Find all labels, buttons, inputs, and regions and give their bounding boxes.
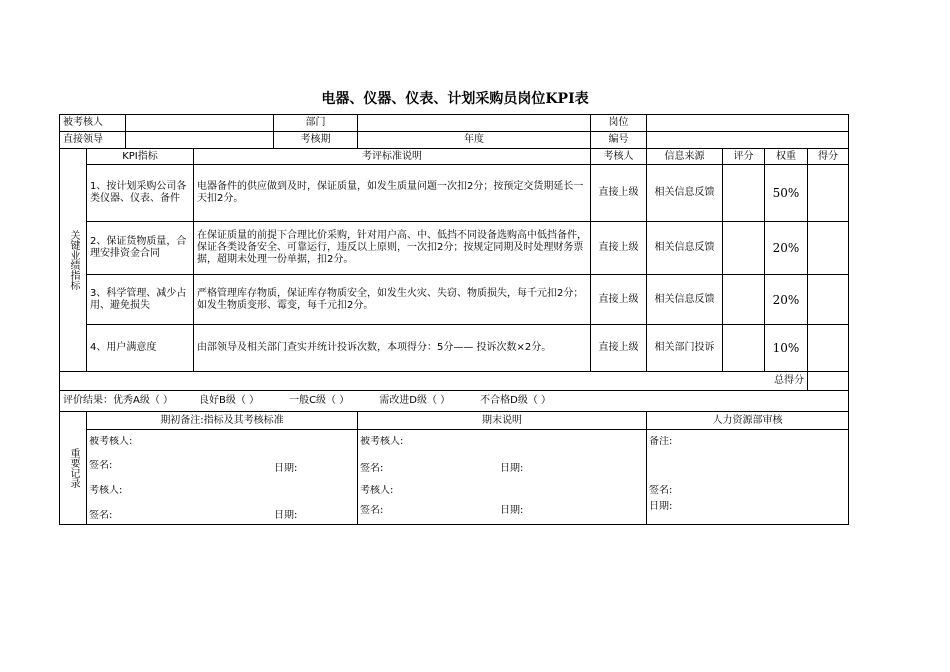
header-source: 信息来源 <box>647 149 723 165</box>
kpi-points-4[interactable] <box>808 325 848 372</box>
number-label: 编号 <box>591 132 647 149</box>
position-value[interactable] <box>647 115 848 132</box>
col2-date-label-2: 日期: <box>500 505 524 516</box>
kpi-assessor-3: 直接上级 <box>591 275 647 325</box>
col3-remark-label: 备注: <box>649 436 673 447</box>
col2-examinee-label: 被考核人: <box>360 436 404 447</box>
kpi-assessor-4: 直接上级 <box>591 325 647 372</box>
kpi-score-1[interactable] <box>723 165 765 222</box>
kpi-criteria-4: 由部领导及相关部门查实并统计投诉次数，本项得分：5分—— 投诉次数×2分。 <box>194 325 591 372</box>
records-col3-body <box>647 430 848 524</box>
header-kpi: KPI指标 <box>87 149 194 165</box>
kpi-points-3[interactable] <box>808 275 848 325</box>
examinee-value[interactable] <box>126 115 274 132</box>
kpi-source-2: 相关信息反馈 <box>647 222 723 275</box>
kpi-source-3: 相关信息反馈 <box>647 275 723 325</box>
kpi-criteria-1: 电器备件的供应做到及时，保证质量，如发生质量问题一次扣2分；按预定交货期延长一天扣2分。 <box>194 165 591 222</box>
dept-value[interactable] <box>358 115 591 132</box>
kpi-side-label <box>60 149 87 372</box>
page-title: 电器、仪器、仪表、计划采购员岗位KPI表 <box>321 91 589 107</box>
col1-sign-label-2: 签名: <box>89 510 113 521</box>
kpi-table <box>59 114 849 525</box>
kpi-assessor-1: 直接上级 <box>591 165 647 222</box>
kpi-weight-1: 50% <box>765 165 808 222</box>
records-col2-title: 期末说明 <box>358 412 647 430</box>
examinee-label: 被考核人 <box>60 115 126 132</box>
grade-excellent[interactable]: 优秀A级（ ） <box>113 395 174 406</box>
year-label: 年度 <box>358 132 591 149</box>
kpi-weight-4: 10% <box>765 325 808 372</box>
kpi-criteria-3: 严格管理库存物质，保证库存物质安全，如发生火灾、失窃、物质损失，每千元扣2分；如发生物质变形、霉变，每千元扣2分。 <box>194 275 591 325</box>
evaluation-prefix: 评价结果： <box>63 395 113 406</box>
period-label: 考核期 <box>274 132 358 149</box>
col1-date-label-1: 日期: <box>274 463 298 474</box>
col1-examinee-label: 被考核人: <box>89 436 133 447</box>
col2-sign-label-1: 签名: <box>360 463 384 474</box>
header-assessor: 考核人 <box>591 149 647 165</box>
grade-improve[interactable]: 需改进D级（ ） <box>379 395 451 406</box>
kpi-side-label-text: 关键业绩指标 <box>68 230 79 290</box>
leader-label: 直接领导 <box>60 132 126 149</box>
kpi-name-2: 2、保证货物质量，合理安排资金合同 <box>87 222 194 275</box>
kpi-source-1: 相关信息反馈 <box>647 165 723 222</box>
grade-fail[interactable]: 不合格D级（ ） <box>480 395 552 406</box>
records-side-label <box>60 412 87 524</box>
records-col1-body <box>87 430 358 524</box>
total-label: 总得分 <box>60 372 808 391</box>
kpi-points-2[interactable] <box>808 222 848 275</box>
position-label: 岗位 <box>591 115 647 132</box>
total-value[interactable] <box>808 372 848 391</box>
records-side-label-text: 重要记录 <box>68 448 79 488</box>
kpi-name-4: 4、用户满意度 <box>87 325 194 372</box>
header-weight: 权重 <box>765 149 808 165</box>
kpi-points-1[interactable] <box>808 165 848 222</box>
col3-sign-label: 签名: <box>649 485 673 496</box>
evaluation-row <box>60 391 848 412</box>
col2-sign-label-2: 签名: <box>360 505 384 516</box>
leader-value[interactable] <box>126 132 274 149</box>
grade-average[interactable]: 一般C级（ ） <box>289 395 350 406</box>
kpi-weight-2: 20% <box>765 222 808 275</box>
dept-label: 部门 <box>274 115 358 132</box>
header-score: 评分 <box>723 149 765 165</box>
records-col2-body <box>358 430 647 524</box>
records-col3-title: 人力资源部审核 <box>647 412 848 430</box>
grade-good[interactable]: 良好B级（ ） <box>199 395 260 406</box>
kpi-score-4[interactable] <box>723 325 765 372</box>
col1-sign-label-1: 签名: <box>89 460 113 471</box>
col1-assessor-label: 考核人: <box>89 485 123 496</box>
kpi-name-3: 3、科学管理、减少占用、避免损失 <box>87 275 194 325</box>
kpi-weight-3: 20% <box>765 275 808 325</box>
number-value[interactable] <box>647 132 848 149</box>
col2-date-label-1: 日期: <box>500 463 524 474</box>
header-points: 得分 <box>808 149 848 165</box>
col1-date-label-2: 日期: <box>274 510 298 521</box>
records-col1-title: 期初备注:指标及其考核标准 <box>87 412 358 430</box>
kpi-score-3[interactable] <box>723 275 765 325</box>
kpi-name-1: 1、按计划采购公司各类仪器、仪表、备件 <box>87 165 194 222</box>
col2-assessor-label: 考核人: <box>360 485 394 496</box>
kpi-assessor-2: 直接上级 <box>591 222 647 275</box>
kpi-score-2[interactable] <box>723 222 765 275</box>
header-criteria: 考评标准说明 <box>194 149 591 165</box>
kpi-source-4: 相关部门投诉 <box>647 325 723 372</box>
col3-date-label: 日期: <box>649 501 673 512</box>
kpi-criteria-2: 在保证质量的前提下合理比价采购，针对用户高、中、低挡不同设备选购高中低挡备件，保证各类设备安全、可靠运行，违反以上原则，一次扣2分；按规定同期及时处理财务票据，超期未处理一份单据，扣2分。 <box>194 222 591 275</box>
